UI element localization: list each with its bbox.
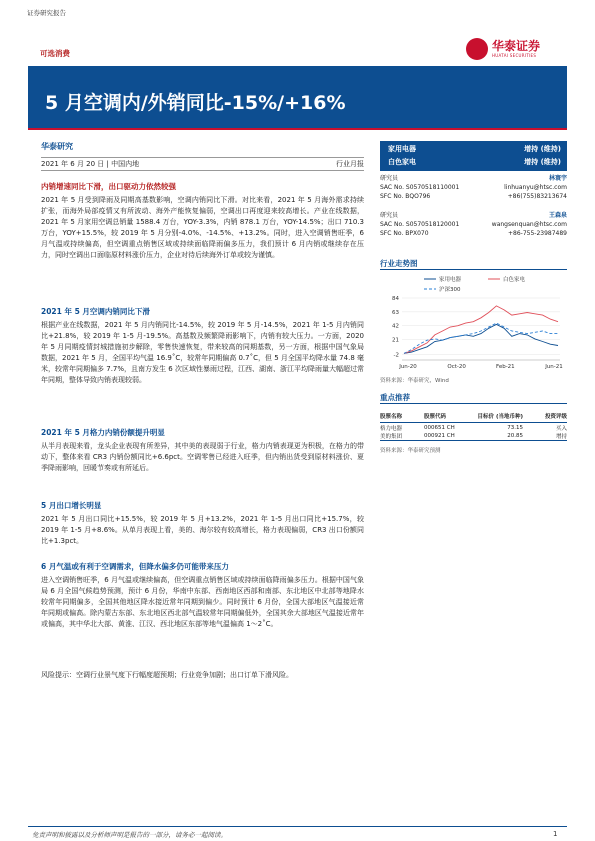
chart-legend	[424, 275, 526, 293]
picks-table	[380, 407, 567, 441]
brand-logo	[466, 38, 540, 60]
analyst-sac: SAC No. S0570518120001	[380, 221, 460, 228]
section-body: 根据产业在线数据，2021 年 5 月内销同比-14.5%，较 2019 年 5 月-14.5%，2021 年 1-5 月内销同比+21.8%，较 2019 年 1-5 月-19.5%。高基数及频繁降雨影响下，内销有较大压力。一方面，2020 年 5 月同期疫情封城措施初步解除，零售快速恢复，带来较高的同期基数，另一方面，根据中国气象局数据，2021 年 5 月，全国平均气温 16.9˚C，较常年同期偏高 0.7˚C，但 5 月全国平均降水量 74.8 毫米，较常年同期偏多 7.7%，且南方发生 6 次区域性暴雨过程，江西、湖南、浙江平均降雨量大幅超过常年同期，整体导致内销表现较弱。	[41, 321, 364, 384]
cell: 000921 CH	[424, 433, 455, 439]
y-tick-label: 63	[392, 309, 399, 316]
legend-label-2: 沪深300	[439, 287, 461, 293]
y-tick-label: -2	[393, 352, 399, 359]
rating-box	[380, 141, 567, 171]
section-heading: 2021 年 5 月格力内销份额提升明显	[41, 428, 165, 437]
report-title: 5 月空调内/外销同比-15%/+16%	[45, 92, 346, 114]
analyst-role: 研究员	[380, 212, 399, 219]
meta-date-region: 2021 年 6 月 20 日 | 中国内地	[41, 160, 140, 168]
rating-sector: 白色家电	[388, 158, 416, 166]
section-body: 2021 年 5 月受到降雨及同期高基数影响，空调内销同比下滑。对比来看，2021 年 5 月海外需求持续扩张，而海外局部疫情又有所波动、海外产能恢复偏弱，空调出口再度迎来较高增长。产业在线数据，2021 年 5 月家用空调总销量 1588.4 万台，YOY-3.3%，内销 878.1 万台，YOY-14.5%；出口 710.3 万台，YOY+15.5%，较 2019 年 5 月分别-4.0%、-14.5%、+13.2%。同时，进入空调销售旺季，6 月气温或持续偏高，但空调重点销售区域或持续面临降雨偏多压力，我们预计 6 月内销或继续存在压力，同时空调出口面临原材料涨价压力，企业对待后续海外订单或较为谨慎。	[41, 196, 364, 259]
section-4	[41, 561, 364, 630]
x-axis	[398, 360, 563, 370]
x-tick-label: Feb-21	[495, 364, 515, 370]
logo-text-cn: 华泰证券	[492, 39, 541, 53]
series-line-0	[404, 324, 558, 353]
research-label: 华泰研究	[41, 142, 73, 151]
cell: 增持	[555, 434, 567, 440]
table-header	[380, 407, 567, 423]
analyst-name: 王森泉	[548, 212, 567, 219]
rating-value: 增持 (维持)	[524, 145, 561, 153]
series-line-2	[404, 323, 558, 353]
risk-note: 风险提示：空调行业景气度下行幅度超预期；行业竞争加剧；出口订单下滑风险。	[41, 671, 293, 679]
analyst-phone: +86(755)83213674	[507, 193, 567, 200]
page-number: 1	[553, 830, 558, 838]
report-date: 2021 年 6 月 20 日	[41, 160, 105, 168]
report-series: 证券研究报告	[27, 9, 66, 17]
analyst-name: 林寰宇	[548, 175, 567, 182]
table-row	[380, 423, 567, 432]
rating-sector: 家用电器	[388, 145, 416, 153]
rating-row	[380, 154, 567, 167]
report-category: 可选消费	[40, 49, 70, 58]
section-1	[41, 306, 364, 386]
cell: 20.85	[507, 433, 523, 439]
section-heading: 内销增速同比下滑，出口驱动力依然较强	[41, 182, 176, 191]
picks-rule	[380, 403, 567, 404]
table-row	[380, 432, 567, 441]
x-tick-label: Jun-20	[399, 364, 417, 370]
rating-row	[380, 141, 567, 154]
col-header: 股票名称	[380, 414, 403, 420]
col-header: 投资评级	[544, 414, 567, 420]
rating-value: 增持 (维持)	[524, 158, 561, 166]
col-header: 目标价 (当地币种)	[477, 414, 523, 420]
cell: 000651 CH	[424, 424, 455, 431]
section-body: 进入空调销售旺季，6 月气温或继续偏高，但空调重点销售区域或持续面临降雨偏多压力。根据中国气象局 6 月全国气候趋势预测，预计 6 月份，华南中东部、西南地区西部和南部、东北地区中北部等地降水较常年同期偏多，全国其他地区降水接近常年同期到偏少。同时预计 6 月份，全国大部地区气温接近常年同期或偏高。除内蒙古东部、东北地区西北部气温较常年同期偏低外，全国其余大部地区气温接近常年或偏高，其中华北大部、黄淮、江汉、西北地区东部等地气温偏高 1～2˚C。	[41, 576, 364, 628]
banner-stripe	[28, 128, 567, 130]
analyst-email[interactable]: linhuanyu@htsc.com	[504, 184, 567, 191]
footer-rule	[28, 826, 567, 827]
cell: 73.15	[507, 424, 523, 431]
col-header: 股票代码	[424, 414, 447, 420]
trend-heading: 行业走势图	[380, 259, 418, 268]
logo-mark-icon	[466, 38, 488, 60]
y-axis	[392, 296, 560, 359]
analyst-phone: +86-755-23987489	[508, 230, 567, 237]
report-region: 中国内地	[111, 160, 140, 168]
analyst-role: 研究员	[380, 175, 399, 182]
footer-disclaimer: 免责声明和披露以及分析师声明是报告的一部分，请务必一起阅读。	[32, 831, 227, 839]
y-tick-label: 21	[392, 337, 399, 344]
analyst-sac: SAC No. S0570518110001	[380, 184, 460, 191]
logo-text-en: HUATAI SECURITIES	[492, 53, 537, 58]
chart-lines	[404, 306, 558, 354]
x-tick-label: Jun-21	[545, 364, 563, 370]
analyst-block	[380, 174, 567, 201]
trend-chart	[380, 272, 567, 372]
y-tick-label: 84	[392, 296, 399, 302]
section-heading: 5 月出口增长明显	[41, 501, 102, 510]
analyst-sfc: SFC No. BQO796	[380, 193, 431, 200]
cell: 买入	[555, 425, 567, 432]
analyst-block	[380, 211, 567, 238]
cell: 格力电器	[380, 425, 403, 432]
y-tick-label: 42	[392, 323, 399, 330]
analyst-email[interactable]: wangsenquan@htsc.com	[491, 221, 567, 228]
section-body: 从半月表现来看，龙头企业表现有所差异，其中美的表现弱于行业，格力内销表现更为积极，在格力的带动下，整体来看 CR3 内销份额同比+6.6pct。空调零售已经进入旺季，但内销出货受到原材料涨价、夏季降雨影响，回暖节奏或有所延后。	[41, 442, 364, 472]
section-3	[41, 500, 364, 547]
meta-row	[41, 157, 364, 171]
picks-heading: 重点推荐	[380, 393, 410, 402]
section-body: 2021 年 5 月出口同比+15.5%，较 2019 年 5 月+13.2%，2021 年 1-5 月出口同比+15.7%，较 2019 年 1-5 月+8.6%。从单月表现上看，美的、海尔较有较高增长，格力表现偏弱，CR3 出口份额同比+1.3pct。	[41, 515, 364, 545]
cell: 美的集团	[380, 434, 403, 440]
trend-source: 资料来源：华泰研究，Wind	[380, 378, 449, 384]
x-tick-label: Oct-20	[447, 364, 466, 370]
picks-source: 资料来源：华泰研究预测	[380, 448, 441, 454]
section-0	[41, 181, 364, 261]
analyst-sfc: SFC No. BPX070	[380, 230, 429, 237]
section-heading: 6 月气温或有利于空调需求，但降水偏多仍可能带来压力	[41, 562, 229, 571]
trend-rule	[380, 269, 567, 270]
report-type: 行业月报	[336, 160, 364, 168]
section-heading: 2021 年 5 月空调内销同比下滑	[41, 307, 150, 316]
section-2	[41, 427, 364, 474]
legend-label-1: 白色家电	[503, 277, 526, 283]
legend-label-0: 家用电器	[439, 277, 462, 283]
